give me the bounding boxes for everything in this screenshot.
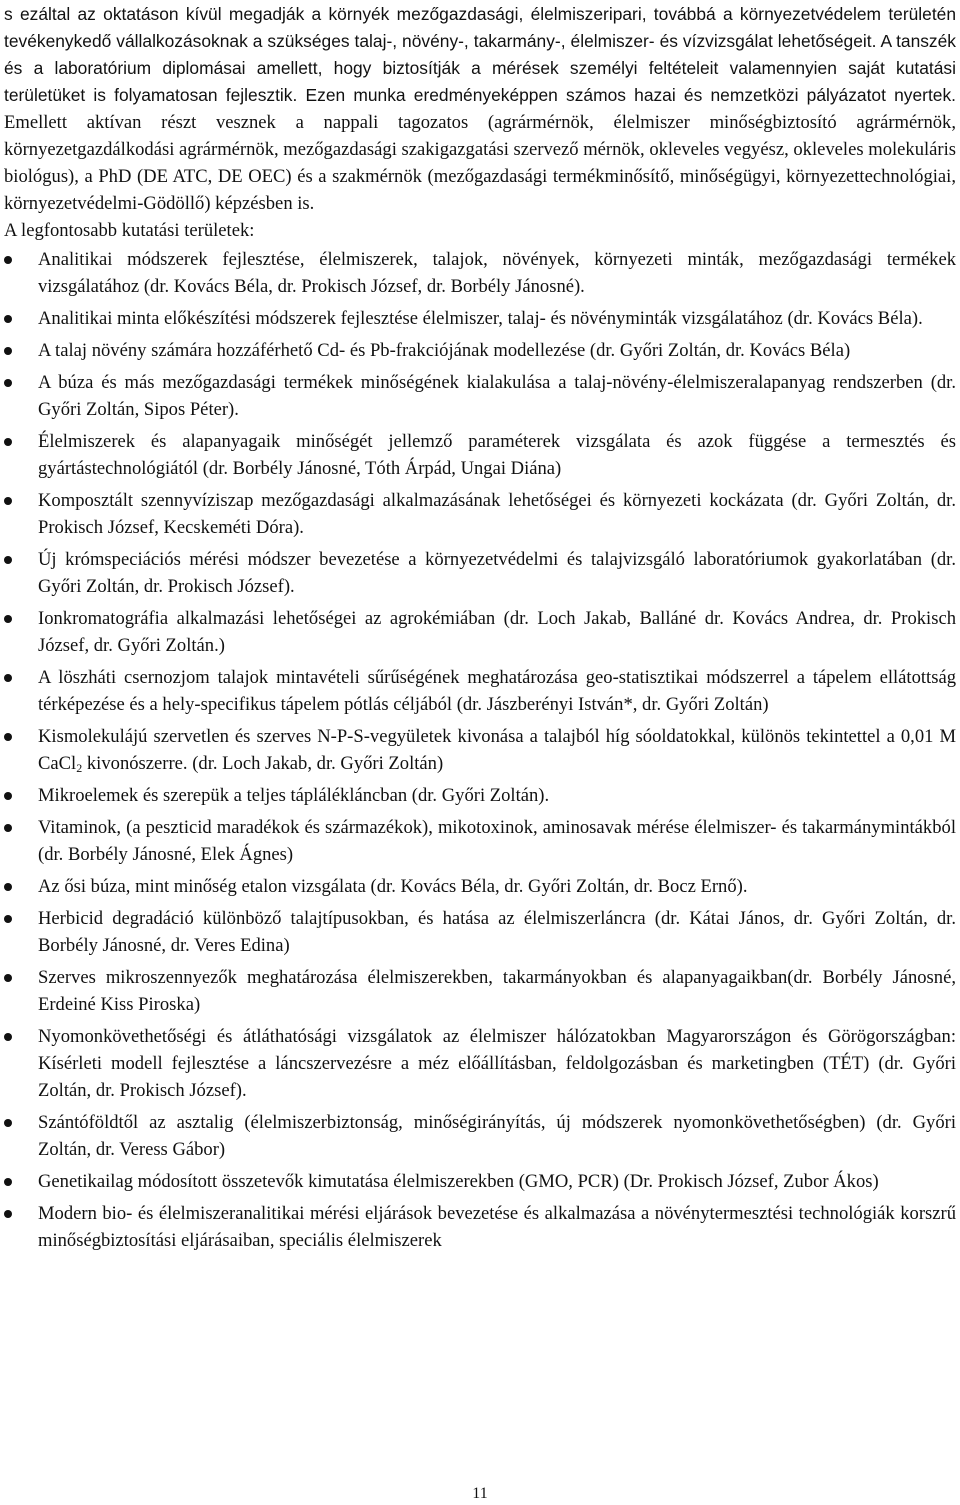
subscript: 2 [76,761,83,775]
bullet-icon [4,792,12,800]
list-item [4,964,956,1018]
list-item [4,873,956,900]
list-item [4,1023,956,1104]
topic-text: Az ősi búza, mint minőség etalon vizsgálata (dr. Kovács Béla, dr. Győri Zoltán, dr. Bocz Ernő). [38,876,748,897]
bullet-icon [4,379,12,387]
bullet-icon [4,1210,12,1218]
bullet-icon [4,315,12,323]
list-item [4,305,956,332]
list-item [4,428,956,482]
bullet-icon [4,1119,12,1127]
topic-text: Mikroelemek és szerepük a teljes táplálékláncban (dr. Győri Zoltán). [38,785,550,806]
list-item [4,1168,956,1195]
topic-text: A búza és más mezőgazdasági termékek minőségének kialakulása a talaj-növény-élelmiszeralapanyag rendszerben (dr. Győri Zoltán, Sipos Péter). [38,372,956,420]
bullet-icon [4,883,12,891]
intro-text-sans: s ezáltal az oktatáson kívül megadják a környék mezőgazdasági, élelmiszeripari, továbbá a környezetvédelem területén tevékenykedő vállalkozásoknak a szükséges talaj-, növény-, takarmány-, élelmiszer- és vízvizsgálat lehetőségeit. A tanszék és a laboratórium diplomásai amellett, hogy biztosítják a mérések személyi feltételeit valamennyien saját kutatási területüket is folyamatosan fejlesztik. Ezen munka eredményeképpen számos hazai és nemzetközi pályázatot nyertek. [4,4,956,105]
topic-text: Analitikai módszerek fejlesztése, élelmiszerek, talajok, növények, környezeti minták, mezőgazdasági termékek vizsgálatához (dr. Kovács Béla, dr. Prokisch József, dr. Borbély Jánosné). [38,249,956,297]
bullet-icon [4,915,12,923]
document-page [4,0,956,1259]
list-item [4,369,956,423]
topic-text: Ionkromatográfia alkalmazási lehetőségei az agrokémiában (dr. Loch Jakab, Balláné dr. Kovács Andrea, dr. Prokisch József, dr. Győri Zoltán.) [38,608,956,656]
topic-text: Kismolekulájú szervetlen és szerves N-P-S-vegyületek kivonása a talajból híg sóoldatokkal, különös tekintettel a 0,01 M CaCl [38,726,956,774]
list-item [4,246,956,300]
list-item [4,1200,956,1254]
bullet-icon [4,497,12,505]
topic-text: Szerves mikroszennyezők meghatározása élelmiszerekben, takarmányokban és alapanyagaikban(dr. Borbély Jánosné, Erdeiné Kiss Piroska) [38,967,956,1015]
section-heading: A legfontosabb kutatási területek: [4,220,255,241]
topic-text: Komposztált szennyvíziszap mezőgazdasági alkalmazásának lehetőségei és környezeti kockázata (dr. Győri Zoltán, dr. Prokisch József, Kecskeméti Dóra). [38,490,956,538]
bullet-icon [4,1178,12,1186]
list-item [4,664,956,718]
bullet-icon [4,256,12,264]
topic-text: A löszháti csernozjom talajok mintavételi sűrűségének meghatározása geo-statisztikai módszerrel a tápelem ellátottság térképezése és a hely-specifikus tápelem pótlás céljából (dr. Jászberényi István*, dr. Győri Zoltán) [38,667,956,715]
page-number: 11 [472,1485,488,1502]
bullet-icon [4,824,12,832]
bullet-icon [4,438,12,446]
bullet-icon [4,733,12,741]
topic-text: Analitikai minta előkészítési módszerek fejlesztése élelmiszer, talaj- és növényminták vizsgálatához (dr. Kovács Béla). [38,308,923,329]
bullet-icon [4,674,12,682]
list-item [4,337,956,364]
topic-text: Szántóföldtől az asztalig (élelmiszerbiztonság, minőségirányítás, új módszerek nyomonkövethetőségben) (dr. Győri Zoltán, dr. Veress Gábor) [38,1112,956,1160]
topic-text: Herbicid degradáció különböző talajtípusokban, és hatása az élelmiszerláncra (dr. Kátai János, dr. Győri Zoltán, dr. Borbély Jánosné, dr. Veres Edina) [38,908,956,956]
topic-text-tail: kivonószerre. (dr. Loch Jakab, dr. Győri Zoltán) [82,753,444,774]
intro-text-serif: Emellett aktívan részt vesznek a nappali tagozatos (agrármérnök, élelmiszer minőségbiztosító agrármérnök, környezetgazdálkodási agrármérnök, mezőgazdasági szakigazgatási szervező mérnök, okleveles vegyész, okleveles molekuláris biológus), a PhD (DE ATC, DE OEC) és a szakmérnök (mezőgazdasági termékminősítő, minőségügyi, környezettechnológiai, környezetvédelmi-Gödöllő) képzésben is. [4,112,957,214]
bullet-icon [4,1033,12,1041]
bullet-icon [4,556,12,564]
bullet-icon [4,615,12,623]
bullet-icon [4,347,12,355]
list-item [4,1109,956,1163]
list-item [4,782,956,809]
list-item [4,546,956,600]
topic-text: Genetikailag módosított összetevők kimutatása élelmiszerekben (GMO, PCR) (Dr. Prokisch József, Zubor Ákos) [38,1171,879,1192]
topic-text: Vitaminok, (a peszticid maradékok és származékok), mikotoxinok, aminosavak mérése élelmiszer- és takarmánymintákból (dr. Borbély Jánosné, Elek Ágnes) [38,817,956,865]
topic-text: A talaj növény számára hozzáférhető Cd- és Pb-frakciójának modellezése (dr. Győri Zoltán, dr. Kovács Béla) [38,340,851,361]
intro-paragraph [4,1,956,217]
list-item [4,723,956,777]
topic-text: Modern bio- és élelmiszeranalitikai mérési eljárások bevezetése és alkalmazása a növénytermesztési technológiák korszrű minőségbiztosítási eljárásaiban, speciális élelmiszerek [38,1203,956,1251]
list-item [4,487,956,541]
topic-text: Élelmiszerek és alapanyagaik minőségét jellemző paraméterek vizsgálata és azok függése a termesztés és gyártástechnológiától (dr. Borbély Jánosné, Tóth Árpád, Ungai Diána) [38,431,956,479]
topic-text: Nyomonkövethetőségi és átláthatósági vizsgálatok az élelmiszer hálózatokban Magyarországon és Görögországban: Kísérleti modell fejlesztése a láncszervezésre a méz előállításban, feldolgozásban és marketingben (TÉT) (dr. Győri Zoltán, dr. Prokisch József). [38,1026,956,1101]
list-item [4,605,956,659]
topic-text: Új krómspeciációs mérési módszer bevezetése a környezetvédelmi és talajvizsgáló laboratóriumok gyakorlatában (dr. Győri Zoltán, dr. Prokisch József). [38,549,956,597]
research-topics-list [4,246,956,1254]
bullet-icon [4,974,12,982]
list-item [4,814,956,868]
list-item [4,905,956,959]
